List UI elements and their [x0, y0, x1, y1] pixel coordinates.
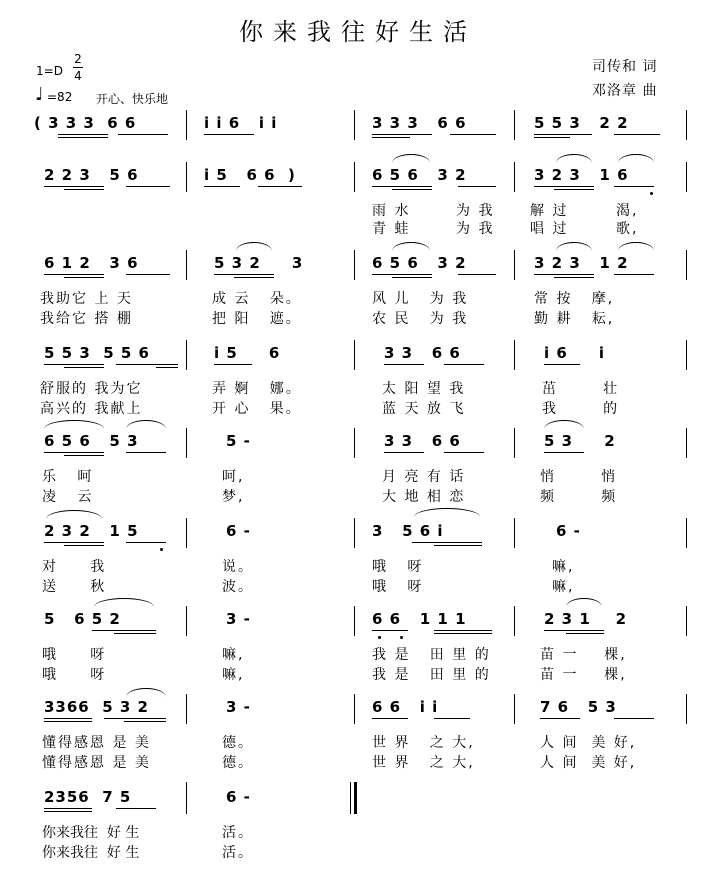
lyric-line: 雨 水	[372, 203, 411, 219]
lyric-line: 舒服的 我为它	[40, 381, 143, 397]
measure-29-notes: 3366 5 3 2	[44, 698, 149, 716]
barline	[514, 250, 515, 280]
lyric-line: 唱 过	[530, 221, 569, 237]
lyric-line: 对 我	[42, 559, 107, 575]
barline	[686, 518, 687, 548]
measure-4-notes: 5 5 3 2 2	[534, 114, 629, 132]
lyric-line: 梦,	[222, 489, 245, 505]
barline	[686, 340, 687, 370]
lyric-line: 风 儿 为 我	[372, 291, 469, 307]
barline	[186, 340, 187, 370]
barline	[186, 428, 187, 458]
lyric-line: 德。	[222, 735, 254, 751]
tempo-marking: =82	[47, 90, 73, 104]
lyric-line: 嘛,	[552, 559, 575, 575]
measure-6-notes: i 5 6 6 )	[204, 166, 296, 184]
measure-33-notes: 2356 7 5	[44, 788, 132, 806]
barline	[354, 606, 355, 636]
measure-21-notes: 2 3 2 1 5	[44, 522, 139, 540]
lyric-line: 苗 一 棵,	[540, 667, 627, 683]
measure-1-notes: ( 3 3 3 6 6	[34, 114, 137, 132]
lyric-line: 哦 呀	[42, 667, 107, 683]
barline	[186, 110, 187, 140]
barline	[354, 428, 355, 458]
measure-15-notes: 3 3 6 6	[384, 344, 461, 362]
barline	[686, 250, 687, 280]
barline	[686, 606, 687, 636]
measure-8-notes: 3 2 3 1 6	[534, 166, 629, 184]
lyric-line: 德。	[222, 755, 254, 771]
lyric-line: 把 阳 遮。	[212, 311, 302, 327]
measure-3-notes: 3 3 3 6 6	[372, 114, 467, 132]
measure-9-notes: 6 1 2 3 6	[44, 254, 139, 272]
lyric-line: 嘛,	[552, 579, 575, 595]
time-top: 2	[74, 52, 82, 66]
measure-22-notes: 6 -	[226, 522, 251, 540]
barline	[514, 340, 515, 370]
lyric-line: 歌,	[616, 221, 639, 237]
barline	[514, 518, 515, 548]
lyric-line: 哦 呀	[372, 559, 424, 575]
lyric-line: 农 民 为 我	[372, 311, 469, 327]
barline	[514, 162, 515, 192]
lyric-line: 我 是 田 里 的	[372, 647, 491, 663]
measure-14-notes: i 5 6	[214, 344, 281, 362]
measure-23-notes: 3 5 6 i	[372, 522, 444, 540]
measure-20-notes: 5 3 2	[544, 432, 616, 450]
lyric-line: 弄 婀 娜。	[212, 381, 302, 397]
barline	[686, 428, 687, 458]
lyric-line: 茁 壮	[542, 381, 620, 397]
lyric-line: 为 我	[456, 203, 495, 219]
measure-16-notes: i 6 i	[544, 344, 606, 362]
time-signature	[73, 52, 83, 83]
lyric-line: 哦 呀	[372, 579, 424, 595]
lyric-line: 人 间 美 好,	[540, 755, 637, 771]
measure-5-notes: 2 2 3 5 6	[44, 166, 139, 184]
measure-26-notes: 3 -	[226, 610, 251, 628]
lyric-line: 嘛,	[222, 647, 245, 663]
lyric-line: 我给它 搭 棚	[40, 311, 133, 327]
lyric-line: 渴,	[616, 203, 639, 219]
lyric-line: 懂得感恩 是 美	[42, 755, 151, 771]
lyric-line: 你来我往 好 生	[42, 825, 140, 841]
barline	[354, 694, 355, 724]
lyric-line: 活。	[222, 845, 254, 861]
lyric-line: 世 界 之 大,	[372, 755, 475, 771]
barline	[186, 518, 187, 548]
lyric-line: 常 按 摩,	[534, 291, 615, 307]
barline	[186, 250, 187, 280]
barline	[686, 162, 687, 192]
mood-marking: 开心、快乐地	[96, 92, 169, 106]
lyric-line: 开 心 果。	[212, 401, 302, 417]
measure-31-notes: 6 6 i i	[372, 698, 439, 716]
lyric-line: 送 秋	[42, 579, 107, 595]
barline	[354, 518, 355, 548]
lyric-line: 嘛,	[222, 667, 245, 683]
barline	[354, 110, 355, 140]
measure-7-notes: 6 5 6 3 2	[372, 166, 467, 184]
measure-10-notes: 5 3 2 3	[214, 254, 304, 272]
measure-25-notes: 5 6 5 2	[44, 610, 121, 628]
lyric-line: 太 阳 望 我	[382, 381, 466, 397]
measure-27-notes: 6 6 1 1 1	[372, 610, 467, 628]
lyric-line: 世 界 之 大,	[372, 735, 475, 751]
lyric-line: 成 云 朵。	[212, 291, 302, 307]
measure-13-notes: 5 5 3 5 5 6	[44, 344, 150, 362]
barline	[354, 340, 355, 370]
lyric-line: 波。	[222, 579, 254, 595]
measure-34-notes: 6 -	[226, 788, 251, 806]
measure-28-notes: 2 3 1 2	[544, 610, 628, 628]
barline	[514, 694, 515, 724]
final-barline-thick	[354, 782, 357, 814]
barline	[186, 606, 187, 636]
lyric-line: 活。	[222, 825, 254, 841]
measure-18-notes: 5 -	[226, 432, 251, 450]
barline	[186, 162, 187, 192]
barline	[354, 162, 355, 192]
measure-30-notes: 3 -	[226, 698, 251, 716]
time-bottom: 4	[74, 69, 82, 83]
lyric-line: 为 我	[456, 221, 495, 237]
barline	[514, 428, 515, 458]
lyricist-credit: 司传和 词	[592, 59, 658, 75]
barline	[686, 694, 687, 724]
lyric-line: 懂得感恩 是 美	[42, 735, 151, 751]
key-signature: 1=D	[36, 64, 63, 78]
lyric-line: 频 频	[540, 489, 618, 505]
lyric-line: 你来我往 好 生	[42, 845, 140, 861]
lyric-line: 哦 呀	[42, 647, 107, 663]
measure-17-notes: 6 5 6 5 3	[44, 432, 139, 450]
lyric-line: 我 的	[542, 401, 620, 417]
measure-32-notes: 7 6 5 3	[540, 698, 617, 716]
lyric-line: 解 过	[530, 203, 569, 219]
measure-19-notes: 3 3 6 6	[384, 432, 461, 450]
barline	[514, 606, 515, 636]
measure-11-notes: 6 5 6 3 2	[372, 254, 467, 272]
measure-2-notes: i i 6 i i	[204, 114, 278, 132]
barline	[186, 782, 187, 814]
lyric-line: 高兴的 我献上	[40, 401, 143, 417]
quarter-note-icon: ♩	[35, 84, 44, 105]
lyric-line: 青 蛙	[372, 221, 411, 237]
lyric-line: 大 地 相 恋	[382, 489, 466, 505]
lyric-line: 凌 云	[42, 489, 94, 505]
measure-12-notes: 3 2 3 1 2	[534, 254, 629, 272]
composer-credit: 邓洛章 曲	[592, 83, 658, 99]
lyric-line: 悄 悄	[540, 469, 618, 485]
barline	[514, 110, 515, 140]
lyric-line: 蓝 天 放 飞	[382, 401, 466, 417]
lyric-line: 我助它 上 天	[40, 291, 133, 307]
lyric-line: 我 是 田 里 的	[372, 667, 491, 683]
lyric-line: 苗 一 棵,	[540, 647, 627, 663]
measure-24-notes: 6 -	[556, 522, 581, 540]
lyric-line: 勤 耕 耘,	[534, 311, 615, 327]
barline	[186, 694, 187, 724]
final-barline-thin	[350, 782, 351, 814]
lyric-line: 月 亮 有 话	[382, 469, 466, 485]
barline	[686, 110, 687, 140]
lyric-line: 呵,	[222, 469, 245, 485]
lyric-line: 人 间 美 好,	[540, 735, 637, 751]
song-title: 你来我往好生活	[239, 18, 477, 46]
lyric-line: 乐 呵	[42, 469, 94, 485]
barline	[354, 250, 355, 280]
lyric-line: 说。	[222, 559, 254, 575]
